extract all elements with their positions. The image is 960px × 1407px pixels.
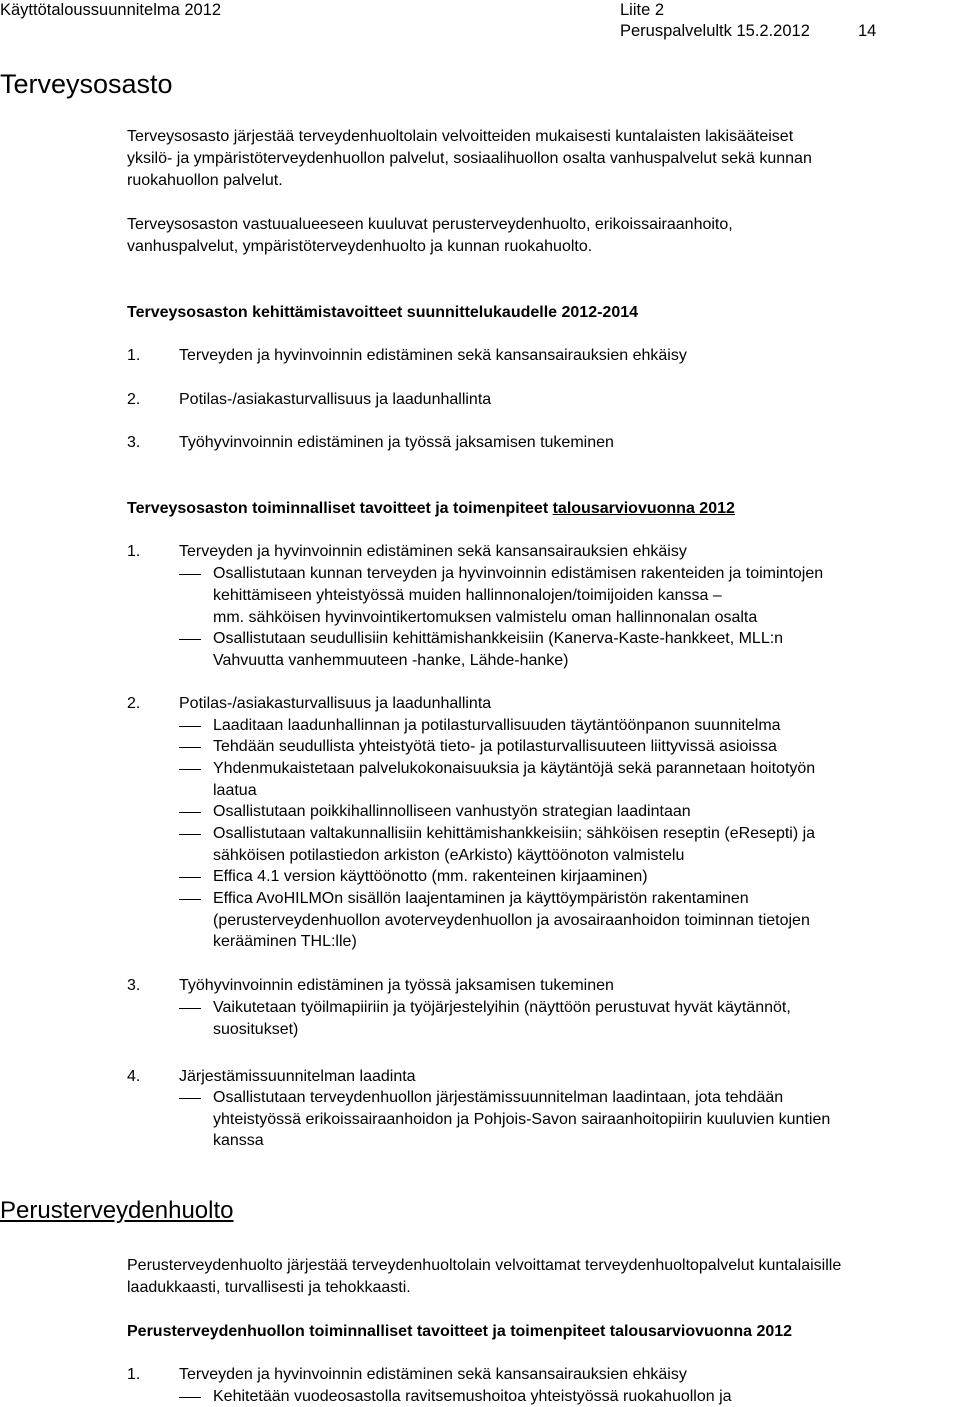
- bullet-line: kerääminen THL:lle): [213, 933, 357, 950]
- goal-number: 3.: [127, 434, 141, 451]
- bullet-line: Osallistutaan terveydenhuollon järjestämissuunnitelman laadintaan, jota tehdään: [213, 1089, 784, 1106]
- bullet-line: suositukset): [213, 1021, 299, 1038]
- op-number: 4.: [127, 1068, 141, 1085]
- bullet-dash-icon: [179, 1008, 201, 1009]
- bullet-dash-icon: [179, 1098, 201, 1099]
- goal-number: 2.: [127, 391, 141, 408]
- bullet-dash-icon: [179, 899, 201, 900]
- bullet-dash-icon: [179, 639, 201, 640]
- bullet-line: laatua: [213, 782, 257, 799]
- doc-header-page-number: 14: [858, 22, 877, 40]
- intro-line: ruokahuollon palvelut.: [127, 172, 283, 189]
- bullet-line: Effica AvoHILMOn sisällön laajentaminen ja käyttöympäristön rakentaminen: [213, 890, 749, 907]
- bullet-dash-icon: [179, 834, 201, 835]
- goals-heading: Terveysosaston kehittämistavoitteet suunnittelukaudelle 2012-2014: [127, 304, 639, 321]
- bullet-line: Osallistutaan poikkihallinnolliseen vanhustyön strategian laadintaan: [213, 803, 691, 820]
- bullet-dash-icon: [179, 726, 201, 727]
- bullet-dash-icon: [179, 574, 201, 575]
- bullet-line: kehittämiseen yhteistyössä muiden hallinnonalojen/toimijoiden kanssa –: [213, 587, 722, 604]
- bullet-line: Vaikutetaan työilmapiiriin ja työjärjestelyihin (näyttöön perustuvat hyvät käytännöt,: [213, 999, 791, 1016]
- bullet-dash-icon: [179, 812, 201, 813]
- doc-header-reference: Peruspalvelultk 15.2.2012: [620, 22, 810, 40]
- op-title: Järjestämissuunnitelman laadinta: [179, 1068, 416, 1085]
- scope-line: Terveysosaston vastuualueeseen kuuluvat perusterveydenhuolto, erikoissairaanhoito,: [127, 216, 733, 233]
- section2-ops-heading: Perusterveydenhuollon toiminnalliset tavoitteet ja toimenpiteet talousarviovuonna 2012: [127, 1323, 793, 1340]
- bullet-line: Vahvuutta vanhemmuuteen -hanke, Lähde-hanke): [213, 652, 569, 669]
- op-number: 3.: [127, 977, 141, 994]
- op-title: Terveyden ja hyvinvoinnin edistäminen sekä kansansairauksien ehkäisy: [179, 1366, 687, 1383]
- bullet-line: kanssa: [213, 1132, 264, 1149]
- bullet-dash-icon: [179, 1397, 201, 1398]
- op-title: Työhyvinvoinnin edistäminen ja työssä jaksamisen tukeminen: [179, 977, 614, 994]
- op-number: 1.: [127, 1366, 141, 1383]
- bullet-line: Kehitetään vuodeosastolla ravitsemushoitoa yhteistyössä ruokahuollon ja: [213, 1388, 732, 1405]
- section2-intro-line: laadukkaasti, turvallisesti ja tehokkaasti.: [127, 1279, 411, 1296]
- bullet-dash-icon: [179, 747, 201, 748]
- bullet-line: Laaditaan laadunhallinnan ja potilasturvallisuuden täytäntöönpanon suunnitelma: [213, 717, 781, 734]
- bullet-line: Tehdään seudullista yhteistyötä tieto- ja potilasturvallisuuteen liittyvissä asioissa: [213, 738, 777, 755]
- goal-text: Potilas-/asiakasturvallisuus ja laadunhallinta: [179, 391, 492, 408]
- operational-goals-heading-year: talousarviovuonna 2012: [552, 500, 735, 517]
- bullet-line: mm. sähköisen hyvinvointikertomuksen valmistelu oman hallinnonalan osalta: [213, 609, 758, 626]
- bullet-line: Effica 4.1 version käyttöönotto (mm. rakenteinen kirjaaminen): [213, 868, 648, 885]
- doc-header-appendix: Liite 2: [620, 1, 665, 19]
- bullet-line: sähköisen potilastiedon arkiston (eArkisto) käyttöönoton valmistelu: [213, 847, 685, 864]
- op-title: Potilas-/asiakasturvallisuus ja laadunhallinta: [179, 695, 492, 712]
- intro-line: Terveysosasto järjestää terveydenhuoltolain velvoitteiden mukaisesti kuntalaisten lakisääteiset: [127, 128, 794, 145]
- section2-intro-line: Perusterveydenhuolto järjestää terveydenhuoltolain velvoittamat terveydenhuoltopalvelut kuntalaisille: [127, 1257, 842, 1274]
- scope-line: vanhuspalvelut, ympäristöterveydenhuolto ja kunnan ruokahuolto.: [127, 238, 593, 255]
- bullet-line: Yhdenmukaistetaan palvelukokonaisuuksia ja käytäntöjä sekä parannetaan hoitotyön: [213, 760, 816, 777]
- intro-line: yksilö- ja ympäristöterveydenhuollon palvelut, sosiaalihuollon osalta vanhuspalvelut sekä kunnan: [127, 150, 812, 167]
- bullet-dash-icon: [179, 877, 201, 878]
- op-number: 1.: [127, 543, 141, 560]
- op-title: Terveyden ja hyvinvoinnin edistäminen sekä kansansairauksien ehkäisy: [179, 543, 687, 560]
- doc-header-title: Käyttötaloussuunnitelma 2012: [0, 1, 222, 19]
- bullet-line: (perusterveydenhuollon avoterveydenhuollon ja avosairaanhoidon toiminnan tietojen: [213, 912, 810, 929]
- section-title-perusterveydenhuolto: Perusterveydenhuolto: [0, 1197, 234, 1224]
- goal-number: 1.: [127, 347, 141, 364]
- goal-text: Työhyvinvoinnin edistäminen ja työssä jaksamisen tukeminen: [179, 434, 614, 451]
- section-title-terveysosasto: Terveysosasto: [0, 69, 173, 99]
- operational-goals-heading: [127, 499, 735, 519]
- operational-goals-heading-main: Terveysosaston toiminnalliset tavoitteet ja toimenpiteet: [127, 500, 553, 517]
- bullet-line: Osallistutaan seudullisiin kehittämishankkeisiin (Kanerva-Kaste-hankkeet, MLL:n: [213, 630, 784, 647]
- goal-text: Terveyden ja hyvinvoinnin edistäminen sekä kansansairauksien ehkäisy: [179, 347, 687, 364]
- bullet-line: Osallistutaan valtakunnallisiin kehittämishankkeisiin; sähköisen reseptin (eResepti) ja: [213, 825, 816, 842]
- bullet-line: yhteistyössä erikoissairaanhoidon ja Pohjois-Savon sairaanhoitopiirin kuuluvien kuntien: [213, 1111, 831, 1128]
- bullet-line: Osallistutaan kunnan terveyden ja hyvinvoinnin edistämisen rakenteiden ja toimintojen: [213, 565, 824, 582]
- bullet-dash-icon: [179, 769, 201, 770]
- op-number: 2.: [127, 695, 141, 712]
